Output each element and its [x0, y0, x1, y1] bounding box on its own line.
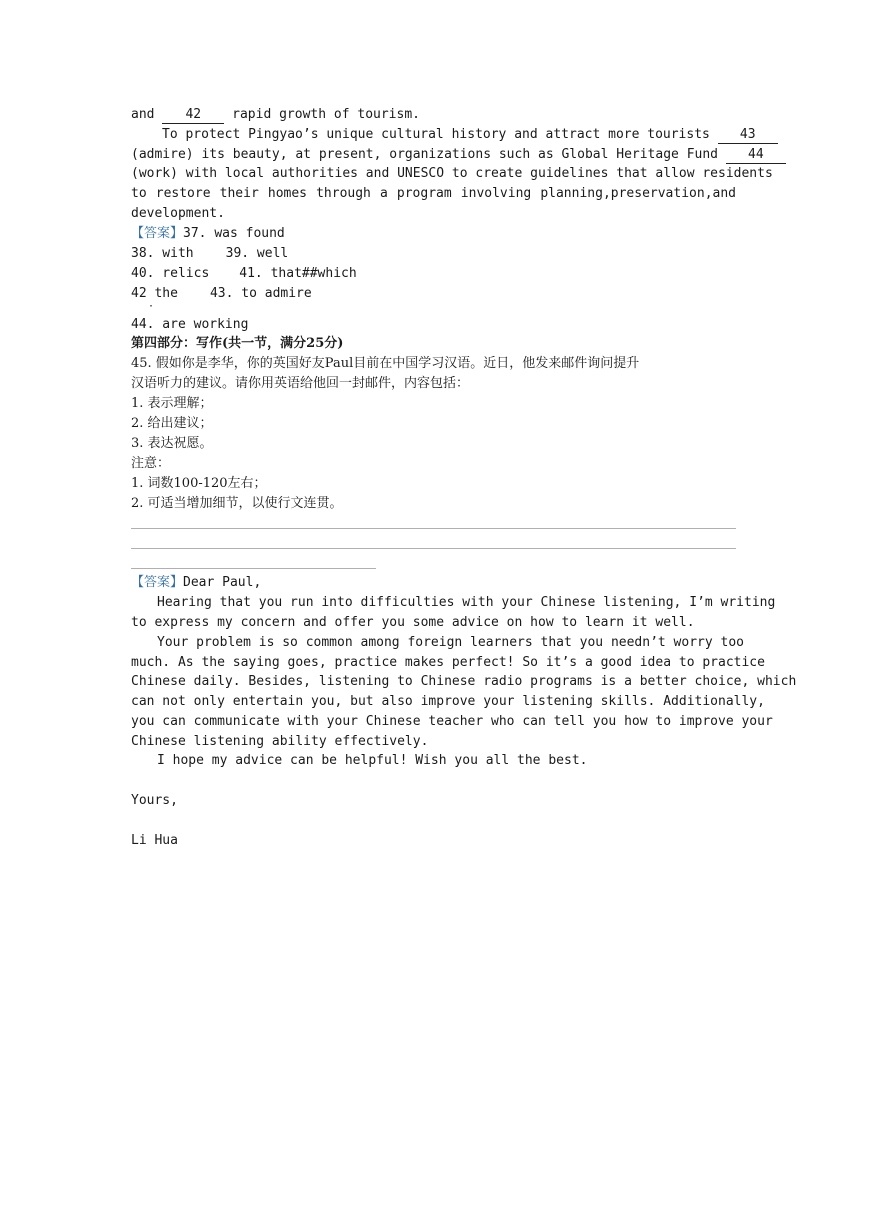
answer-39: 39. well [225, 246, 289, 261]
blank-43: 43 [718, 127, 778, 144]
answer-line-2 [131, 548, 736, 549]
prompt-line-2: 汉语听力的建议。请你用英语给他回一封邮件，内容包括： [131, 376, 470, 391]
note-1: 1. 词数100-120左右； [131, 476, 267, 491]
answer-tag: 【答案】 [131, 575, 184, 590]
prompt-item-3: 3. 表达祝愿。 [131, 436, 213, 451]
letter-signature: Li Hua [131, 833, 178, 848]
answer-row-1 [131, 224, 285, 244]
letter-p2-line-6: Chinese listening ability effectively. [131, 734, 429, 749]
letter-p2-line-5: you can communicate with your Chinese teacher who can tell you how to improve your [131, 714, 773, 729]
prompt-item-1: 1. 表示理解； [131, 396, 213, 411]
passage-line-6: development. [131, 206, 225, 221]
letter-p2-line-3: Chinese daily. Besides, listening to Chinese radio programs is a better choice, which [131, 674, 797, 689]
passage-text: (admire) its beauty, at present, organizations such as Global Heritage Fund [131, 147, 718, 162]
passage-line-5: to restore their homes through a program involving planning,preservation,and [131, 186, 736, 201]
passage-text: rapid growth of tourism. [232, 107, 420, 122]
letter-p1-line-2: to express my concern and offer you some advice on how to learn it well. [131, 615, 695, 630]
note-label: 注意： [131, 456, 171, 471]
passage-line-3 [131, 145, 786, 165]
answer-line-1 [131, 528, 736, 529]
answer-41: 41. that##which [239, 266, 357, 281]
letter-p2-line-2: much. As the saying goes, practice makes perfect! So it’s a good idea to practice [131, 655, 765, 670]
blank-44: 44 [726, 147, 786, 164]
letter-p3: I hope my advice can be helpful! Wish you all the best. [157, 753, 588, 768]
letter-p2-line-1: Your problem is so common among foreign learners that you needn’t worry too [157, 635, 744, 650]
prompt-line-1: 45. 假如你是李华，你的英国好友Paul目前在中国学习汉语。近日，他发来邮件询问提升 [131, 356, 640, 371]
answer-40: 40. relics [131, 266, 210, 281]
letter-greeting-row [131, 573, 261, 593]
letter-greeting: Dear Paul, [183, 575, 262, 590]
passage-text: To protect Pingyao’s unique cultural history and attract more tourists [162, 127, 710, 142]
answer-42: 42 the [131, 286, 178, 301]
answer-44: 44. are working [131, 317, 249, 332]
answer-43: 43. to admire [209, 286, 312, 301]
stray-dot: · [148, 301, 155, 312]
letter-p1-line-1: Hearing that you run into difficulties with your Chinese listening, I’m writing [157, 595, 776, 610]
passage-line-4: (work) with local authorities and UNESCO to create guidelines that allow residents [131, 166, 773, 181]
answer-line-3 [131, 568, 376, 569]
passage-line-2 [162, 125, 778, 145]
answer-38: 38. with [131, 246, 194, 261]
answer-row-3 [131, 264, 357, 284]
letter-closing: Yours, [131, 793, 178, 808]
letter-p2-line-4: can not only entertain you, but also improve your listening skills. Additionally, [131, 694, 765, 709]
answer-row-2 [131, 244, 288, 264]
prompt-item-2: 2. 给出建议； [131, 416, 213, 431]
section-title: 第四部分：写作(共一节，满分25分) [131, 336, 344, 351]
answer-row-4 [131, 284, 312, 304]
blank-42: 42 [162, 107, 224, 124]
note-2: 2. 可适当增加细节，以使行文连贯。 [131, 496, 343, 511]
passage-text: and [131, 107, 155, 122]
answer-37: 37. was found [183, 226, 285, 241]
passage-line-1 [131, 105, 420, 125]
answer-tag: 【答案】 [131, 226, 184, 241]
